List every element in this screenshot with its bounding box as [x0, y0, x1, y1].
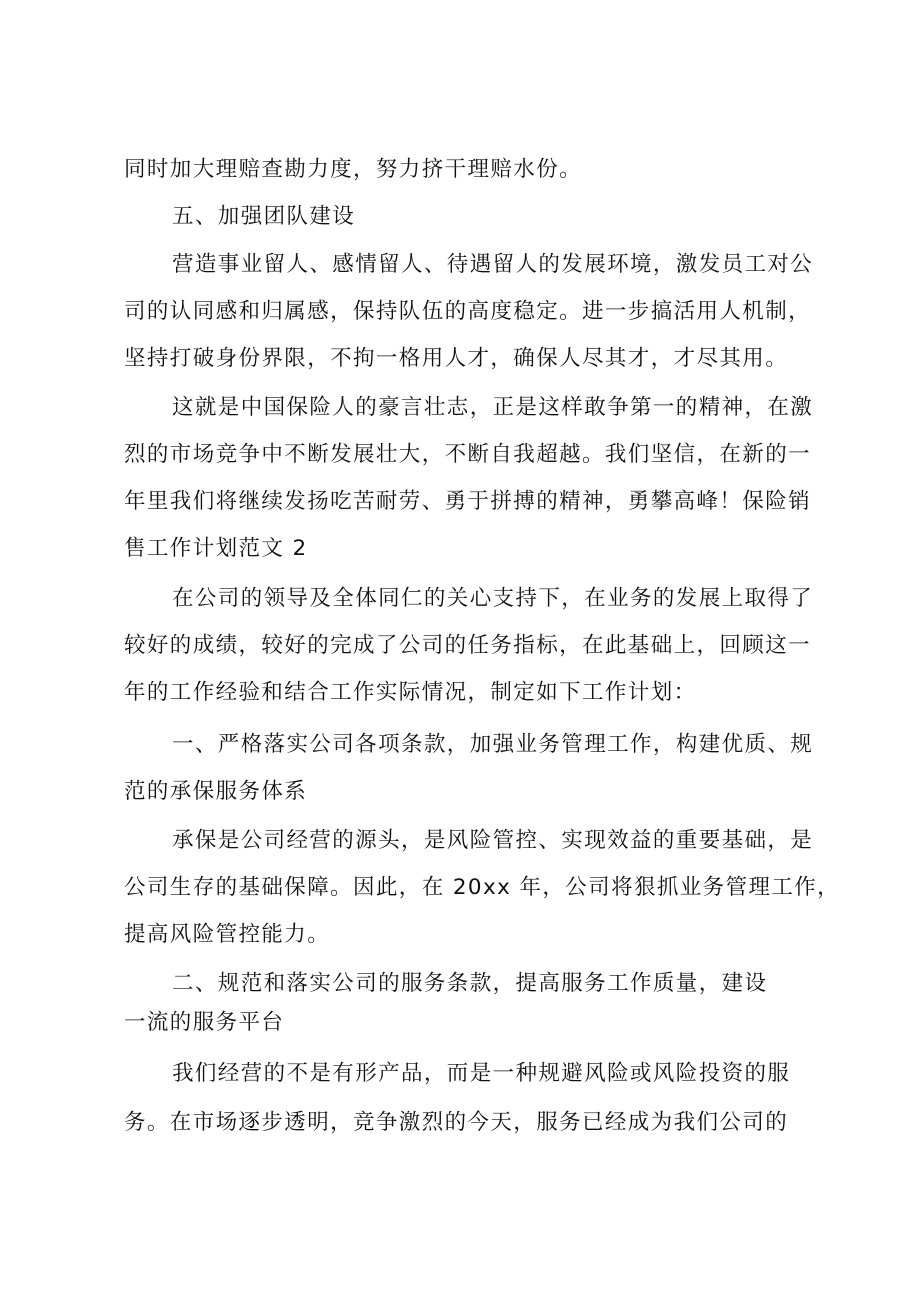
section-heading: 二、规范和落实公司的服务条款，提高服务工作质量，建设 — [172, 971, 768, 996]
text-line: 同时加大理赔查勘力度，努力挤干理赔水份。 — [124, 157, 583, 182]
section-heading: 五、加强团队建设 — [172, 204, 356, 229]
text-line: 公司生存的基础保障。因此，在 20xx 年，公司将狠抓业务管理工作， — [124, 875, 841, 900]
text-line: 坚持打破身份界限，不拘一格用人才，确保人尽其才，才尽其用。 — [124, 346, 789, 371]
text-line: 务。在市场逐步透明，竞争激烈的今天，服务已经成为我们公司的 — [124, 1110, 789, 1135]
text-line: 提高风险管控能力。 — [124, 922, 331, 947]
section-heading-continued: 范的承保服务体系 — [124, 779, 308, 804]
text-line: 我们经营的不是有形产品，而是一种规避风险或风险投资的服 — [172, 1061, 791, 1086]
text-line: 较好的成绩，较好的完成了公司的任务指标，在此基础上，回顾这一 — [124, 633, 812, 658]
text-line: 营造事业留人、感情留人、待遇留人的发展环境，激发员工对公 — [172, 252, 814, 277]
text-line: 年的工作经验和结合工作实际情况，制定如下工作计划： — [124, 680, 697, 705]
text-line: 在公司的领导及全体同仁的关心支持下，在业务的发展上取得了 — [172, 586, 814, 611]
text-line: 承保是公司经营的源头，是风险管控、实现效益的重要基础，是 — [172, 828, 814, 853]
section-heading: 一、严格落实公司各项条款，加强业务管理工作，构建优质、规 — [172, 732, 814, 757]
text-line: 烈的市场竞争中不断发展壮大，不断自我超越。我们坚信，在新的一 — [124, 442, 812, 467]
text-line: 这就是中国保险人的豪言壮志，正是这样敢争第一的精神，在激 — [172, 395, 814, 420]
text-line: 司的认同感和归属感，保持队伍的高度稳定。进一步搞活用人机制， — [124, 299, 812, 324]
section-heading-continued: 一流的服务平台 — [124, 1010, 285, 1035]
text-line: 年里我们将继续发扬吃苦耐劳、勇于拼搏的精神，勇攀高峰！保险销 — [124, 489, 812, 514]
text-line: 售工作计划范文 2 — [124, 536, 308, 561]
